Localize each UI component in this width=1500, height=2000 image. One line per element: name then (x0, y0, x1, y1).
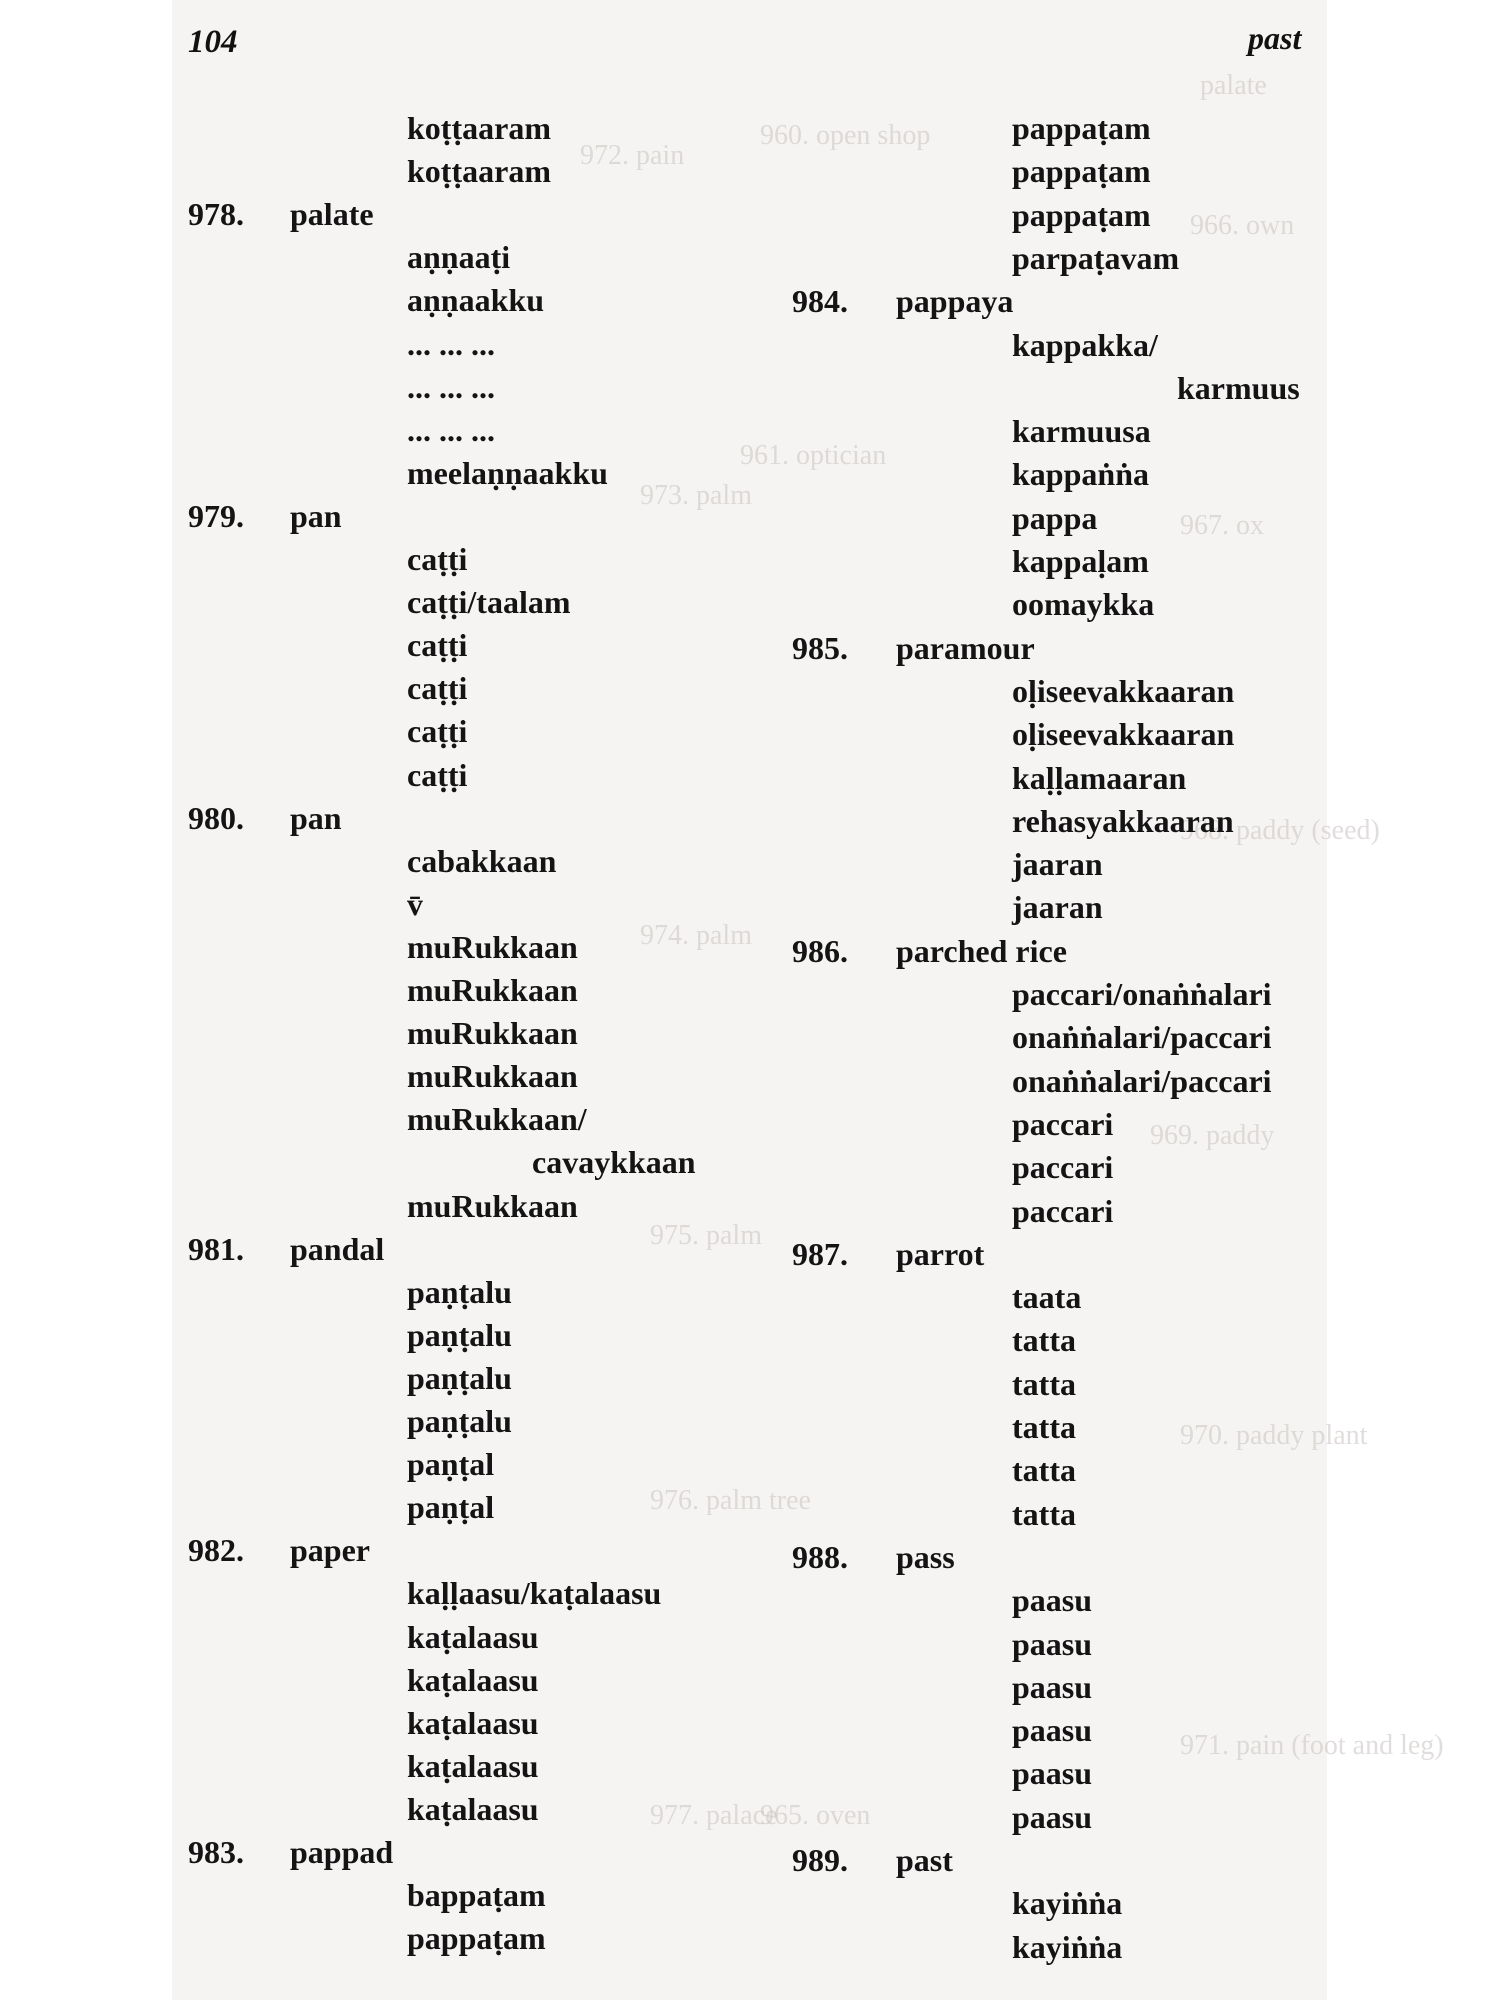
entry-headword: parrot (896, 1236, 985, 1272)
variant-form: paasu (1012, 1669, 1093, 1705)
variant-form: kaḷḷamaaran (1012, 760, 1187, 796)
variant-form: muRukkaan (407, 929, 578, 965)
variant-form: caṭṭi/taalam (407, 584, 571, 620)
variant-form: kappakka/ (1012, 327, 1158, 363)
variant-form: paṇṭalu (407, 1360, 512, 1396)
variant-form: paccari (1012, 1149, 1114, 1185)
show-through-text: 960. open shop (760, 120, 931, 151)
entry-number: 985. (792, 630, 848, 666)
variant-form: karmuus (1177, 370, 1300, 406)
entry-number: 987. (792, 1236, 848, 1272)
entry-number: 979. (188, 498, 244, 534)
variant-form: koṭṭaaram (407, 153, 551, 189)
show-through-text: palate (1200, 70, 1267, 101)
variant-form: oomaykka (1012, 586, 1155, 622)
variant-form: kaḷḷaasu/kaṭalaasu (407, 1575, 662, 1611)
entry-headword: pass (896, 1539, 955, 1575)
variant-form: muRukkaan (407, 1188, 578, 1224)
variant-form: jaaran (1012, 889, 1103, 925)
variant-form: aṇṇaakku (407, 282, 544, 318)
variant-form: bappaṭam (407, 1877, 546, 1913)
variant-form: paṇṭalu (407, 1274, 512, 1310)
variant-form: kaṭalaasu (407, 1619, 539, 1655)
variant-form: v̄ (407, 886, 423, 922)
variant-form: pappa (1012, 500, 1098, 536)
variant-form: pappaṭam (1012, 153, 1151, 189)
entry-headword: past (896, 1842, 953, 1878)
entry-number: 982. (188, 1532, 244, 1568)
variant-form: caṭṭi (407, 541, 468, 577)
variant-form: meelaṇṇaakku (407, 455, 608, 491)
entry-number: 981. (188, 1231, 244, 1267)
show-through-text: 969. paddy (1150, 1120, 1275, 1151)
variant-form: taata (1012, 1279, 1082, 1315)
show-through-text: 967. ox (1180, 510, 1264, 541)
variant-form: aṇṇaaṭi (407, 239, 511, 275)
page-number: 104 (188, 24, 238, 60)
variant-form: cavaykkaan (532, 1144, 696, 1180)
variant-form: muRukkaan (407, 972, 578, 1008)
variant-form: oḷiseevakkaaran (1012, 673, 1235, 709)
variant-form: muRukkaan (407, 1015, 578, 1051)
variant-form: ... ... ... (407, 369, 495, 405)
entry-headword: parched rice (896, 933, 1067, 969)
entry-headword: pandal (290, 1231, 385, 1267)
show-through-text: 974. palm (640, 920, 752, 951)
entry-number: 988. (792, 1539, 848, 1575)
variant-form: paṇṭalu (407, 1403, 512, 1439)
show-through-text: 975. palm (650, 1220, 762, 1251)
show-through-text: 972. pain (580, 140, 685, 171)
entry-number: 989. (792, 1842, 848, 1878)
variant-form: paasu (1012, 1712, 1093, 1748)
variant-form: kayiṅṅa (1012, 1885, 1123, 1921)
show-through-text: 971. pain (foot and leg) (1180, 1730, 1444, 1761)
show-through-text: 966. own (1190, 210, 1295, 241)
entry-number: 978. (188, 196, 244, 232)
variant-form: muRukkaan/ (407, 1101, 587, 1137)
variant-form: koṭṭaaram (407, 110, 551, 146)
variant-form: kappaṅṅa (1012, 456, 1149, 492)
variant-form: cabakkaan (407, 843, 557, 879)
variant-form: paccari (1012, 1193, 1114, 1229)
variant-form: paasu (1012, 1755, 1093, 1791)
variant-form: paasu (1012, 1799, 1093, 1835)
variant-form: ... ... ... (407, 412, 495, 448)
variant-form: muRukkaan (407, 1058, 578, 1094)
entry-headword: pappad (290, 1834, 394, 1870)
variant-form: paccari/onaṅṅalari (1012, 976, 1272, 1012)
variant-form: kaṭalaasu (407, 1705, 539, 1741)
variant-form: parpaṭavam (1012, 240, 1180, 276)
entry-number: 980. (188, 800, 244, 836)
show-through-text: 961. optician (740, 440, 887, 471)
variant-form: paccari (1012, 1106, 1114, 1142)
running-head: past (1248, 20, 1302, 56)
variant-form: karmuusa (1012, 413, 1151, 449)
show-through-text: 970. paddy plant (1180, 1420, 1368, 1451)
variant-form: paasu (1012, 1626, 1093, 1662)
show-through-text: 976. palm tree (650, 1485, 811, 1516)
variant-form: rehasyakkaaran (1012, 803, 1234, 839)
entry-headword: pan (290, 800, 342, 836)
variant-form: pappaṭam (407, 1920, 546, 1956)
variant-form: pappaṭam (1012, 197, 1151, 233)
variant-form: paṇṭal (407, 1489, 495, 1525)
entry-headword: paramour (896, 630, 1035, 666)
variant-form: kaṭalaasu (407, 1791, 539, 1827)
variant-form: oḷiseevakkaaran (1012, 716, 1235, 752)
variant-form: onaṅṅalari/paccari (1012, 1019, 1272, 1055)
entry-headword: pan (290, 498, 342, 534)
entry-number: 983. (188, 1834, 244, 1870)
variant-form: kaṭalaasu (407, 1662, 539, 1698)
variant-form: paasu (1012, 1582, 1093, 1618)
variant-form: caṭṭi (407, 670, 468, 706)
variant-form: paṇṭalu (407, 1317, 512, 1353)
variant-form: tatta (1012, 1496, 1076, 1532)
variant-form: kappaḷam (1012, 543, 1149, 579)
variant-form: paṇṭal (407, 1446, 495, 1482)
variant-form: kaṭalaasu (407, 1748, 539, 1784)
variant-form: onaṅṅalari/paccari (1012, 1063, 1272, 1099)
entry-headword: pappaya (896, 283, 1014, 319)
entry-number: 986. (792, 933, 848, 969)
show-through-text: 968. paddy (seed) (1180, 815, 1380, 846)
variant-form: tatta (1012, 1322, 1076, 1358)
entry-number: 984. (792, 283, 848, 319)
variant-form: jaaran (1012, 846, 1103, 882)
variant-form: tatta (1012, 1452, 1076, 1488)
variant-form: tatta (1012, 1409, 1076, 1445)
show-through-text: 977. palace (650, 1800, 778, 1831)
variant-form: caṭṭi (407, 757, 468, 793)
variant-form: tatta (1012, 1366, 1076, 1402)
show-through-text: 973. palm (640, 480, 752, 511)
variant-form: pappaṭam (1012, 110, 1151, 146)
variant-form: ... ... ... (407, 326, 495, 362)
variant-form: caṭṭi (407, 713, 468, 749)
entry-headword: palate (290, 196, 374, 232)
show-through-text: 965. oven (760, 1800, 871, 1831)
variant-form: kayiṅṅa (1012, 1929, 1123, 1965)
variant-form: caṭṭi (407, 627, 468, 663)
entry-headword: paper (290, 1532, 370, 1568)
